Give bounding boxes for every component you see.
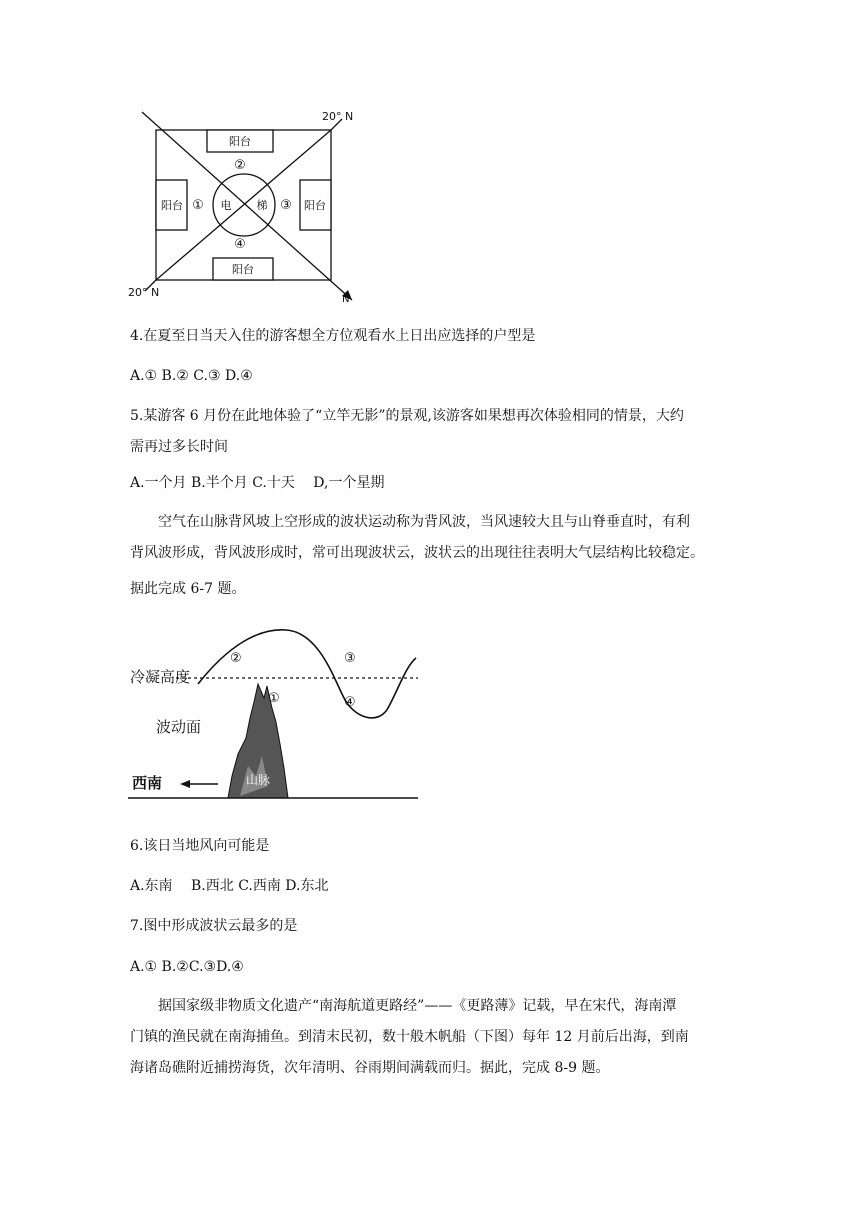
passage-2-line3: 海诸岛礁附近捕捞海货，次年清明、谷雨期间满载而归。据此，完成 8-9 题。 [130, 1060, 610, 1076]
unit-marker-2: ② [234, 158, 246, 173]
question-6-stem: 6.该日当地风向可能是 [130, 838, 270, 854]
wave-marker-4: ④ [344, 695, 356, 710]
question-7-options: A.① B.②C.③D.④ [130, 959, 244, 975]
elevator-label-left: 电 [220, 199, 232, 212]
balcony-right-label: 阳台 [304, 199, 326, 212]
wave-surface-curve [198, 630, 416, 718]
balcony-bottom-label: 阳台 [232, 263, 254, 276]
question-5-options: A.一个月 B.半个月 C.十天 D,一个星期 [130, 475, 385, 491]
elevator-label-right: 梯 [256, 199, 268, 212]
balcony-top-label: 阳台 [229, 135, 251, 148]
question-5-stem-line2: 需再过多长时间 [130, 439, 228, 455]
passage-2-line2: 门镇的渔民就在南海捕鱼。到清末民初，数十般木帆船（下图）每年 12 月前后出海，到南 [130, 1029, 689, 1045]
question-4-stem: 4.在夏至日当天入住的游客想全方位观看水上日出应选择的户型是 [130, 328, 536, 344]
direction-arrow-icon [180, 780, 190, 788]
direction-label: 西南 [132, 774, 163, 792]
lee-wave-figure [128, 626, 418, 806]
balcony-left-label: 阳台 [161, 199, 183, 212]
unit-marker-1: ① [192, 198, 204, 213]
passage-1-line1: 空气在山脉背风坡上空形成的波状运动称为背风波，当风速较大且与山脊垂直时，有利 [158, 514, 690, 530]
lat-label-bottom: 20° N [128, 286, 160, 299]
question-4-options: A.① B.② C.③ D.④ [130, 368, 253, 384]
passage-2-line1: 据国家级非物质文化遗产“南海航道更路经”——《更路薄》记载，早在宋代，海南潭 [158, 998, 677, 1014]
mountain-label: 山脉 [246, 773, 271, 787]
condensation-label: 冷凝高度 [130, 668, 191, 686]
north-label: N [342, 294, 350, 305]
lat-label-top: 20° N [322, 110, 354, 123]
passage-1-line3: 据此完成 6-7 题。 [130, 581, 246, 597]
question-6-options: A.东南 B.西北 C.西南 D.东北 [130, 878, 329, 894]
question-5-stem-line1: 5.某游客 6 月份在此地体验了“立竿无影”的景观,该游客如果想再次体验相同的情景，大约 [130, 408, 684, 424]
unit-marker-4: ④ [234, 237, 246, 252]
wave-surface-label: 波动面 [156, 718, 202, 736]
wave-marker-2: ② [230, 651, 242, 666]
question-7-stem: 7.图中形成波状云最多的是 [130, 918, 298, 934]
unit-marker-3: ③ [280, 198, 292, 213]
passage-1-line2: 背风波形成，背风波形成时，常可出现波状云，波状云的出现往往表明大气层结构比较稳定。 [130, 545, 704, 561]
wave-marker-1: ① [268, 691, 280, 706]
wave-marker-3: ③ [344, 651, 356, 666]
floor-plan-figure [128, 106, 368, 306]
